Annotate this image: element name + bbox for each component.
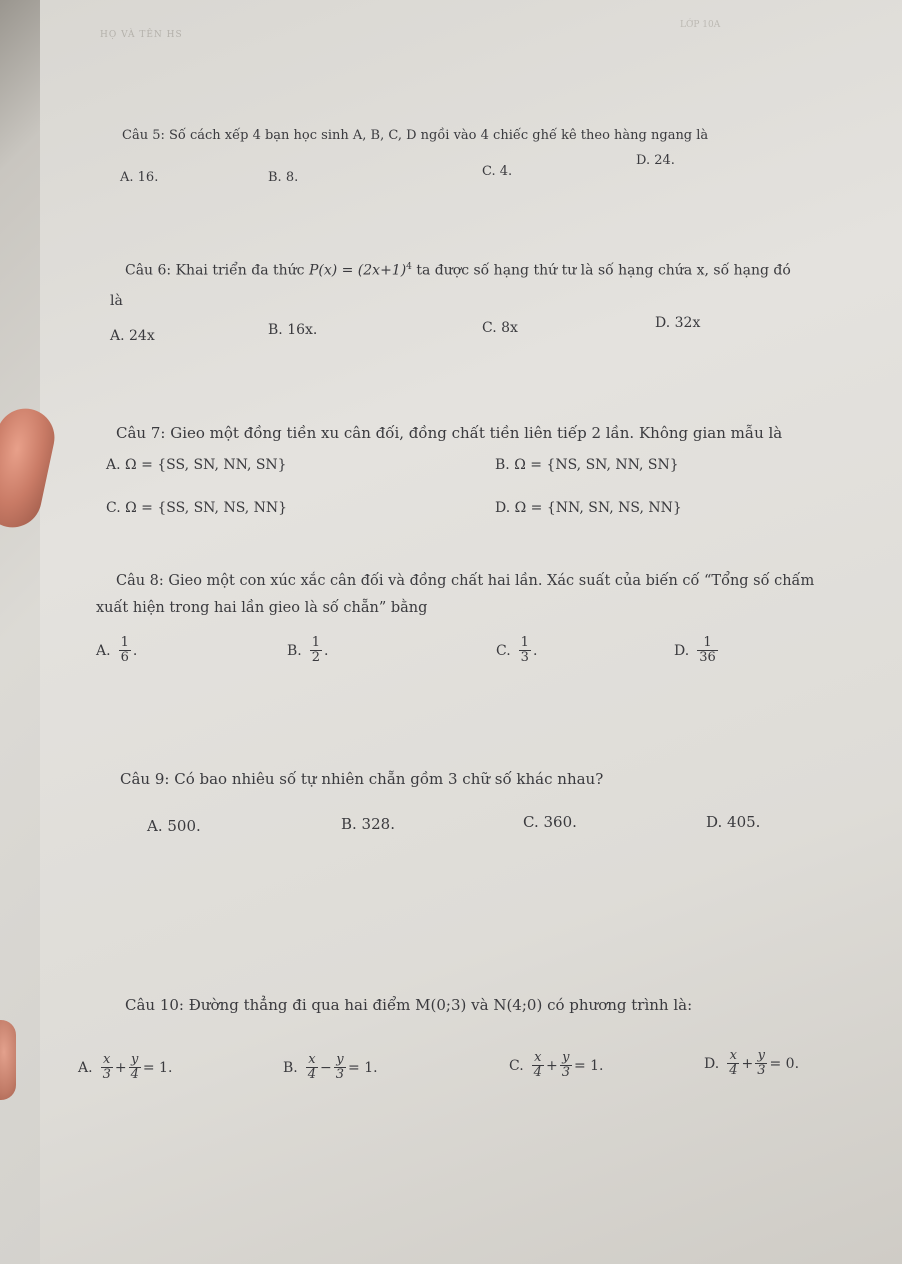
option-d: D. Ω = {NN, SN, NS, NN} (495, 500, 682, 516)
option-label: B. (287, 642, 302, 659)
option-c: C. 360. (523, 813, 577, 831)
question-stem: Câu 5: Số cách xếp 4 bạn học sinh A, B, C, D ngồi vào 4 chiếc ghế kê theo hàng ngang là (122, 128, 709, 143)
class-header: LỚP 10A (680, 20, 721, 30)
denominator: 3 (520, 650, 529, 666)
question-stem (125, 262, 791, 279)
option-b (287, 636, 328, 666)
fraction (334, 1053, 346, 1083)
finger-tip (0, 1020, 16, 1100)
denominator: 4 (130, 1067, 139, 1083)
numerator: y (129, 1053, 141, 1068)
numerator: 1 (520, 635, 529, 650)
option-label: A. (96, 642, 111, 659)
equation-rhs: = 0. (769, 1055, 800, 1072)
numerator: y (560, 1051, 572, 1066)
fraction (697, 636, 718, 666)
fraction (727, 1049, 739, 1079)
option-label: D. (704, 1055, 720, 1072)
numerator: x (101, 1053, 113, 1068)
fraction (119, 636, 131, 666)
denominator: 6 (120, 650, 129, 666)
option-c: C. 4. (482, 164, 513, 179)
option-b: B. 328. (341, 815, 395, 833)
denominator: 3 (102, 1067, 111, 1083)
numerator: 1 (120, 635, 129, 650)
numerator: x (727, 1049, 739, 1064)
equation-rhs: = 1. (142, 1059, 173, 1076)
stem-text-continued: ta được số hạng thứ tư là số hạng chứa x, số hạng đó (416, 262, 791, 279)
option-b (283, 1053, 378, 1083)
option-a: A. 16. (120, 170, 159, 185)
fraction (755, 1049, 767, 1079)
operator: + (114, 1059, 127, 1076)
denominator: 3 (561, 1065, 570, 1081)
denominator: 4 (533, 1065, 542, 1081)
numerator: 1 (697, 636, 718, 651)
numerator: x (306, 1053, 318, 1068)
stem-line-2: là (110, 293, 123, 309)
option-a: A. 500. (147, 817, 201, 835)
fraction (129, 1053, 141, 1083)
operator: − (320, 1059, 332, 1076)
numerator: x (532, 1051, 544, 1066)
option-b: B. 16x. (268, 322, 318, 338)
option-label: B. (283, 1059, 298, 1076)
operator: + (545, 1057, 558, 1074)
option-a: A. 24x (110, 328, 155, 344)
option-label: C. (509, 1057, 524, 1074)
option-d (704, 1049, 799, 1079)
numerator: y (755, 1049, 767, 1064)
option-label: C. (496, 642, 511, 659)
fraction (310, 636, 322, 666)
denominator: 3 (757, 1063, 766, 1079)
option-c (509, 1051, 604, 1081)
polynomial-exponent: 4 (406, 262, 412, 272)
equation-rhs: = 1. (348, 1059, 378, 1076)
option-c: C. Ω = {SS, SN, NS, NN} (106, 500, 288, 516)
option-d: D. 405. (706, 813, 761, 831)
fraction (306, 1053, 318, 1083)
denominator: 2 (311, 650, 321, 666)
option-b: B. 8. (268, 170, 299, 185)
question-stem: Câu 7: Gieo một đồng tiền xu cân đối, đồng chất tiền liên tiếp 2 lần. Không gian mẫu là (116, 424, 783, 442)
denominator: 36 (699, 650, 716, 666)
denominator: 4 (307, 1067, 317, 1083)
question-stem: Câu 10: Đường thẳng đi qua hai điểm M(0;3) và N(4;0) có phương trình là: (125, 996, 693, 1014)
fraction (532, 1051, 544, 1081)
option-b: B. Ω = {NS, SN, NN, SN} (495, 457, 679, 473)
option-c (496, 636, 537, 666)
stem-text: Câu 6: Khai triển đa thức (125, 262, 305, 279)
question-stem: Câu 9: Có bao nhiêu số tự nhiên chẵn gồm 3 chữ số khác nhau? (120, 770, 604, 788)
option-c: C. 8x (482, 320, 518, 336)
question-stem: Câu 8: Gieo một con xúc xắc cân đối và đồng chất hai lần. Xác suất của biến cố “Tổng số chấm (116, 573, 815, 589)
fraction (560, 1051, 572, 1081)
fraction (519, 636, 531, 666)
denominator: 4 (729, 1063, 738, 1079)
option-d: D. 24. (636, 153, 675, 168)
option-tail: . (324, 642, 329, 659)
option-a (78, 1053, 172, 1083)
option-label: D. (674, 642, 690, 659)
option-label: A. (78, 1059, 93, 1076)
equation-rhs: = 1. (573, 1057, 604, 1074)
option-a: A. Ω = {SS, SN, NN, SN} (106, 457, 287, 473)
operator: + (741, 1055, 754, 1072)
numerator: 1 (311, 635, 321, 650)
denominator: 3 (335, 1067, 345, 1083)
polynomial: P(x) = (2x+1) (308, 262, 407, 279)
option-d: D. 32x (655, 315, 701, 331)
option-a (96, 636, 137, 666)
fraction (101, 1053, 113, 1083)
numerator: y (334, 1053, 346, 1068)
option-tail: . (132, 642, 138, 659)
option-tail: . (532, 642, 538, 659)
question-stem-line-2: xuất hiện trong hai lần gieo là số chẵn” bằng (96, 600, 428, 616)
student-name-header: HỌ VÀ TÊN HS (100, 30, 183, 40)
option-d (674, 636, 720, 666)
